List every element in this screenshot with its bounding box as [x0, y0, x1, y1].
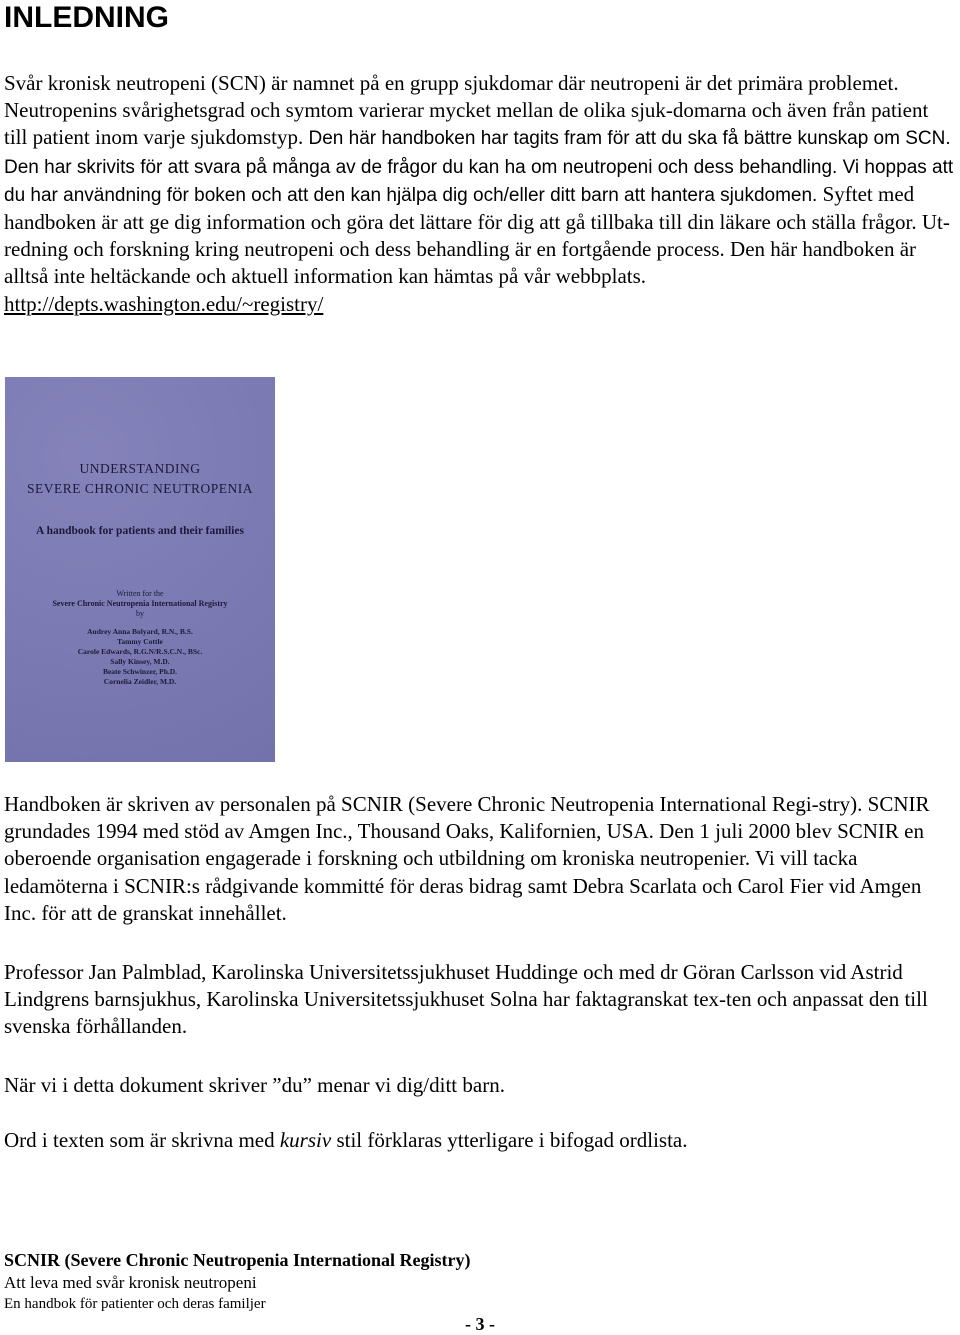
footer-registry: SCNIR (Severe Chronic Neutropenia International Registry): [4, 1250, 471, 1270]
registry-link[interactable]: http://depts.washington.edu/~registry/: [4, 291, 324, 316]
cover-author: Sally Kinsey, M.D.: [110, 657, 170, 666]
footer-title: Att leva med svår kronisk neutropeni: [4, 1273, 257, 1292]
glossary-note-before: Ord i texten som är skrivna med: [4, 1128, 280, 1152]
cover-author: Cornelia Zeidler, M.D.: [103, 677, 177, 686]
cover-author: Tammy Cottle: [117, 637, 163, 646]
intro-part-3: Syftet med handboken är att ge dig information och göra det lättare för dig att gå tillbaka till din läkare och ställa frågor. Ut-redning och forskning kring neutropeni och dess behandling är en fortgående process. Den här handboken är alltså inte heltäckande och aktuell information kan hämtas på vår webbplats.: [4, 181, 950, 289]
paragraph-you-definition: När vi i detta dokument skriver ”du” menar vi dig/ditt barn.: [4, 1073, 505, 1097]
cover-author: Carole Edwards, R.G.N/R.S.C.N., BSc.: [77, 647, 203, 656]
book-cover-image: [5, 377, 275, 762]
cover-author: Beate Schwinzer, Ph.D.: [102, 667, 178, 676]
cover-by: by: [136, 609, 144, 618]
cover-written-for: Written for the: [116, 589, 164, 598]
intro-part-1: Svår kronisk neutropeni (SCN) är namnet på en grupp sjukdomar där neutropeni är det primära problemet. Neutropenins svårighetsgrad och symtom varierar mycket mellan de olika sjuk-domarna och även från patient till patient inom varje sjukdomstyp.: [4, 71, 929, 150]
cover-title-line1: UNDERSTANDING: [79, 461, 201, 476]
glossary-note-italic: kursiv: [279, 1128, 332, 1152]
cover-title-line2: SEVERE CHRONIC NEUTROPENIA: [26, 481, 253, 496]
cover-author: Audrey Anna Bolyard, R.N., B.S.: [87, 627, 193, 636]
glossary-note-after: stil förklaras ytterligare i bifogad ordlista.: [331, 1128, 688, 1152]
cover-subtitle: A handbook for patients and their families: [36, 525, 244, 537]
cover-registry: Severe Chronic Neutropenia International Registry: [52, 599, 228, 608]
page-title: INLEDNING: [4, 1, 169, 34]
paragraph-handbook-authors: Handboken är skriven av personalen på SCNIR (Severe Chronic Neutropenia International Regi-stry). SCNIR grundades 1994 med stöd av Amgen Inc., Thousand Oaks, Kalifornien, USA. Den 1 juli 2000 blev SCNIR en oberoende organisation engagerade i forskning och utbildning om kroniska neutropenier. Vi vill tacka ledamöterna i SCNIR:s rådgivande kommitté för deras bidrag samt Debra Scarlata och Carol Fier vid Amgen Inc. för att de granskat innehållet.: [4, 792, 930, 925]
intro-paragraph: [4, 70, 956, 318]
paragraph-fact-check: Professor Jan Palmblad, Karolinska Universitetssjukhuset Huddinge och med dr Göran Carlsson vid Astrid Lindgrens barnsjukhus, Karolinska Universitetssjukhuset Solna har faktagranskat tex-ten och anpassat den till svenska förhållanden.: [4, 960, 928, 1039]
page-number: - 3 -: [465, 1314, 495, 1334]
intro-part-2: Den här handboken har tagits fram för att du ska få bättre kunskap om SCN. Den har skrivits för att svara på många av de frågor du kan ha om neutropeni och dess behandling. Vi hoppas att du har användning för boken och att den kan hjälpa dig och/eller ditt barn att hantera sjukdomen.: [4, 128, 954, 206]
footer-subtitle: En handbok för patienter och deras familjer: [4, 1296, 266, 1312]
paragraph-glossary-note: [4, 1127, 956, 1154]
